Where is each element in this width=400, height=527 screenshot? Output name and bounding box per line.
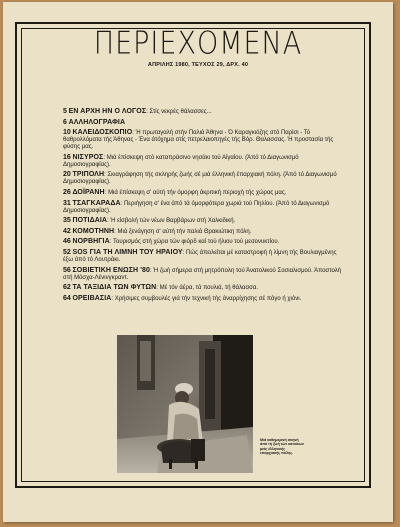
toc-entry: 56 ΣΟΒΙΕΤΙΚΗ ΕΝΩΣΗ '80: Ή ζωή σήμερα στή μητρόπολη τού Άνατολικού Σοσιαλισμού. Άποστολή στή Μόσχα-Λένινγκραντ. bbox=[63, 266, 342, 281]
toc-article-description: Στίς νεκρές θάλασσες... bbox=[149, 109, 212, 115]
toc-article-title: ΟΡΕΙΒΑΣΙΑ bbox=[72, 294, 112, 302]
toc-article-title: ΝΟΡΒΗΓΙΑ bbox=[72, 238, 110, 246]
village-photo bbox=[117, 335, 253, 473]
toc-article-title: ΤΡΙΠΟΛΗ bbox=[72, 171, 105, 179]
toc-article-description: Σκιαγράφηση τής σκληρής ζωής σέ μιά έλληνική έπαρχιακή πόλη. (Άπό τό Διαγωνισμό Δημοσιογραφίας). bbox=[63, 172, 337, 186]
toc-entry: 46 ΝΟΡΒΗΓΙΑ: Τουρισμός στή χώρα τών φιόρδ καί τού ήλιου τού μεσονυκτίου. bbox=[63, 238, 280, 246]
toc-article-description: Πώς άπειλείται μέ καταστροφή ή λίμνη τής Βουλιαγμένης έξω άπό τό Λουτράκι. bbox=[63, 249, 337, 263]
toc-article-description: Μιά ξενάγηση σ' αύτή τήν παλιά Θρακιώτικη πόλη. bbox=[117, 228, 252, 235]
toc-entry: 42 ΚΟΜΟΤΗΝΗ: Μιά ξενάγηση σ' αύτή τήν παλιά Θρακιώτικη πόλη. bbox=[63, 227, 252, 235]
toc-article-description: Μιά έπίσκεψη σ' αύτή τήν όμορφη άκριτική περιοχή τής χώρας μας. bbox=[108, 189, 287, 196]
toc-article-title: ΣΟΒΙΕΤΙΚΗ ΕΝΩΣΗ '80 bbox=[72, 266, 150, 274]
toc-entry: 26 ΔΟΪΡΑΝΗ: Μιά έπίσκεψη σ' αύτή τήν όμορφη άκριτική περιοχή τής χώρας μας. bbox=[63, 188, 287, 196]
toc-page-number: 52 bbox=[63, 248, 71, 256]
toc-page-number: 20 bbox=[63, 171, 71, 179]
toc-entry bbox=[63, 119, 343, 127]
photo-caption: Μιά καθημερινή σκηνή άπό τή ζωή τών κατοίκων μιάς έλληνικής επαρχιακής πόλης. bbox=[260, 438, 304, 455]
toc-article-title: ΤΣΑΓΚΑΡΑΔΑ bbox=[72, 199, 121, 207]
toc-article-description: Μέ τόν άέρα, τά πουλιά, τή θάλασσα. bbox=[159, 285, 259, 292]
toc-page-number: 35 bbox=[63, 217, 71, 225]
toc-entry: 16 ΝΙΣΥΡΟΣ: Μιά έπίσκεψη στό καταπράσινο νησάκι τού Αίγαίου. (Άπό τό Διαγωνισμό Δημοσιογραφίας). bbox=[63, 153, 299, 168]
toc-entry: 64 ΟΡΕΙΒΑΣΙΑ: Χρήσιμες συμβουλές γιά τήν τεχνική τής άναρρίχησης σέ πάγο ή χιόνι. bbox=[63, 294, 302, 302]
toc-article-title: ΤΑ ΤΑΞΙΔΙΑ ΤΩΝ ΦΥΤΩΝ bbox=[72, 284, 157, 292]
toc-page-number: 42 bbox=[63, 227, 71, 235]
toc-article-title: ΑΛΛΗΛΟΓΡΑΦΙΑ bbox=[68, 118, 126, 126]
toc-article-title: ΠΟΤΙΔΑΙΑ bbox=[72, 217, 108, 225]
toc-page-number: 26 bbox=[63, 188, 71, 196]
toc-entry: 20 ΤΡΙΠΟΛΗ: Σκιαγράφηση τής σκληρής ζωής σέ μιά έλληνική έπαρχιακή πόλη. (Άπό τό Διαγωνισμό Δημοσιογραφίας). bbox=[63, 171, 337, 186]
issue-info: ΑΠΡΙΛΗΣ 1980, ΤΕΥΧΟΣ 29, ΔΡΧ. 40 bbox=[147, 62, 249, 68]
toc-page-number: 5 bbox=[63, 108, 67, 115]
toc-article-title: SOS ΓΙΑ ΤΗ ΛΙΜΝΗ ΤΟΥ ΗΡΑΙΟΥ bbox=[72, 248, 183, 256]
toc-page-number: 16 bbox=[63, 153, 71, 161]
toc-article-description: Ή ζωή σήμερα στή μητρόπολη τού Άνατολικού Σοσιαλισμού. Άποστολή στή Μόσχα-Λένινγκραντ. bbox=[63, 267, 342, 281]
toc-article-description: Τουρισμός στή χώρα τών φιόρδ καί τού ήλιου τού μεσονυκτίου. bbox=[113, 239, 280, 246]
toc-article-title: ΕΝ ΑΡΧΗ ΗΝ Ο ΛΟΓΟΣ bbox=[68, 108, 147, 115]
toc-article-description: Περιήγηση σ' ένα άπό τά όμορφότερα χωριά τού Πηλίου. (Άπό τό Διαγωνισμό Δημοσιογραφίας). bbox=[63, 200, 330, 214]
toc-entry: 52 SOS ΓΙΑ ΤΗ ΛΙΜΝΗ ΤΟΥ ΗΡΑΙΟΥ: Πώς άπειλείται μέ καταστροφή ή λίμνη τής Βουλιαγμένης έξω άπό τό Λουτράκι. bbox=[63, 248, 337, 263]
toc-article-description: Ή είσβολή τών νέων Βαρβάρων στή Χαλκιδική. bbox=[110, 218, 236, 225]
toc-article-title: ΝΙΣΥΡΟΣ bbox=[72, 153, 104, 161]
toc-article-title: ΔΟΪΡΑΝΗ bbox=[72, 188, 105, 196]
page-title: ΠΕΡΙΕΧΟΜΕΝΑ bbox=[93, 25, 303, 62]
table-of-contents bbox=[63, 108, 343, 305]
toc-article-description: Μιά έπίσκεψη στό καταπράσινο νησάκι τού Αίγαίου. (Άπό τό Διαγωνισμό Δημοσιογραφίας). bbox=[63, 154, 299, 168]
toc-entry: 10 ΚΑΛΕΙΔΟΣΚΟΠΙΟ: Ή πρωταγαλή στήν Παλιά Άθηνα - Ό Καραγκιόζης στό Παρίσι - Τό θαθρολλόματα τής Άθηνας - Ένα άτόχημα στίς πετρελαιοπηγές τής Βόρ. Θαλασσας. Ή προστασία τής φύσης μας. bbox=[63, 129, 334, 151]
toc-page-number: 31 bbox=[63, 199, 71, 207]
toc-page-number: 64 bbox=[63, 294, 71, 302]
toc-page-number: 10 bbox=[63, 129, 71, 137]
toc-entry: 62 ΤΑ ΤΑΞΙΔΙΑ ΤΩΝ ΦΥΤΩΝ: Μέ τόν άέρα, τά πουλιά, τή θάλασσα. bbox=[63, 284, 259, 292]
toc-article-description: Ή πρωταγαλή στήν Παλιά Άθηνα - Ό Καραγκιόζης στό Παρίσι - Τό θαθρολλόματα τής Άθηνας - Ένα άτόχημα στίς πετρελαιοπηγές τής Βόρ. Θαλασσας. Ή προστασία τής φύσης μας. bbox=[63, 130, 334, 151]
toc-page-number: 62 bbox=[63, 284, 71, 292]
magazine-page bbox=[3, 2, 393, 522]
toc-entry: 35 ΠΟΤΙΔΑΙΑ: Ή είσβολή τών νέων Βαρβάρων στή Χαλκιδική. bbox=[63, 217, 236, 225]
toc-entry: 5 ΕΝ ΑΡΧΗ ΗΝ Ο ΛΟΓΟΣ: Στίς νεκρές θάλασσες... bbox=[63, 108, 212, 115]
toc-article-description: Χρήσιμες συμβουλές γιά τήν τεχνική τής άναρρίχησης σέ πάγο ή χιόνι. bbox=[114, 295, 302, 302]
toc-article-title: ΚΟΜΟΤΗΝΗ bbox=[72, 227, 115, 235]
toc-page-number: 56 bbox=[63, 266, 71, 274]
toc-page-number: 46 bbox=[63, 238, 71, 246]
toc-entry: 31 ΤΣΑΓΚΑΡΑΔΑ: Περιήγηση σ' ένα άπό τά όμορφότερα χωριά τού Πηλίου. (Άπό τό Διαγωνισμό Δημοσιογραφίας). bbox=[63, 199, 330, 214]
toc-article-title: ΚΑΛΕΙΔΟΣΚΟΠΙΟ bbox=[72, 129, 133, 137]
toc-page-number: 6 bbox=[63, 118, 67, 126]
